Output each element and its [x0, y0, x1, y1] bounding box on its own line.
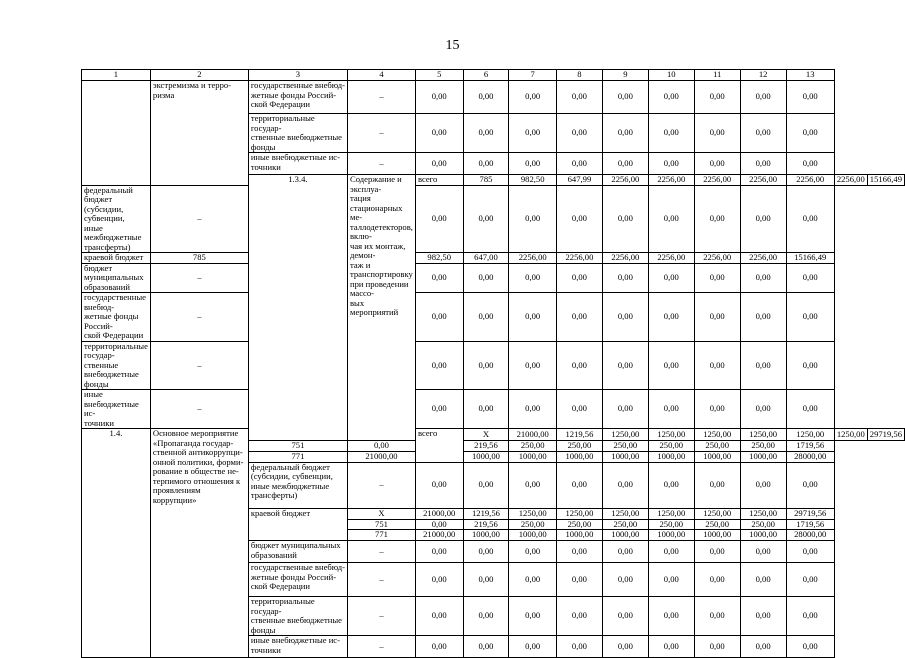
value-cell: 0,00	[415, 293, 463, 342]
value-cell: 250,00	[602, 441, 648, 452]
value-cell: 0,00	[602, 185, 648, 253]
value-cell: 15166,49	[786, 253, 834, 264]
column-header-4: 4	[348, 70, 416, 81]
value-cell: 0,00	[509, 390, 557, 429]
value-cell: 0,00	[786, 462, 834, 508]
code-cell: –	[150, 293, 248, 342]
value-cell: 0,00	[602, 263, 648, 293]
code-cell: –	[348, 541, 416, 563]
value-cell: 0,00	[463, 563, 509, 597]
table-row	[82, 390, 905, 429]
code-cell: 751	[348, 519, 416, 530]
value-cell: 0,00	[786, 263, 834, 293]
value-cell: 0,00	[602, 390, 648, 429]
value-cell: 982,50	[415, 253, 463, 264]
value-cell: 0,00	[740, 263, 786, 293]
value-cell: 0,00	[648, 81, 694, 114]
funding-source-cell: бюджет муниципальных образований	[248, 541, 347, 563]
measure-name-cell: Основное мероприятие «Пропаганда государ- ственной антикоррупци- онной политики, форми- рование в обществе не- терпимого отношения к проявлениям коррупции»	[150, 429, 248, 658]
value-cell: 0,00	[509, 114, 557, 153]
value-cell: 1000,00	[648, 530, 694, 541]
value-cell: 1000,00	[694, 530, 740, 541]
value-cell: 250,00	[648, 519, 694, 530]
value-cell: 0,00	[786, 390, 834, 429]
value-cell: 0,00	[415, 341, 463, 390]
value-cell: 0,00	[509, 153, 557, 175]
value-cell: 250,00	[648, 441, 694, 452]
value-cell: 0,00	[786, 541, 834, 563]
code-cell: 751	[248, 441, 347, 452]
value-cell: 0,00	[602, 597, 648, 636]
value-cell: 0,00	[602, 81, 648, 114]
code-cell: –	[150, 341, 248, 390]
column-header-3: 3	[248, 70, 347, 81]
value-cell: 1250,00	[648, 429, 694, 441]
value-cell: 0,00	[556, 341, 602, 390]
value-cell: 0,00	[602, 114, 648, 153]
value-cell: 982,50	[509, 175, 557, 186]
code-cell: –	[348, 81, 416, 114]
value-cell: 0,00	[556, 597, 602, 636]
value-cell: 1000,00	[694, 451, 740, 462]
value-cell: 1250,00	[694, 508, 740, 519]
value-cell: 28000,00	[786, 451, 834, 462]
code-cell: X	[348, 508, 416, 519]
value-cell: 0,00	[786, 153, 834, 175]
column-header-6: 6	[463, 70, 509, 81]
budget-table	[81, 69, 905, 658]
column-header-5: 5	[415, 70, 463, 81]
column-header-8: 8	[556, 70, 602, 81]
value-cell: 2256,00	[694, 253, 740, 264]
value-cell: 0,00	[463, 636, 509, 658]
value-cell: 2256,00	[602, 253, 648, 264]
value-cell: 0,00	[740, 114, 786, 153]
value-cell: 2256,00	[834, 175, 867, 186]
value-cell: 1219,56	[556, 429, 602, 441]
value-cell: 0,00	[509, 185, 557, 253]
value-cell: 0,00	[602, 462, 648, 508]
value-cell: 0,00	[648, 185, 694, 253]
value-cell: 2256,00	[509, 253, 557, 264]
value-cell: 1000,00	[556, 451, 602, 462]
funding-source-cell: иные внебюджетные ис- точники	[248, 636, 347, 658]
value-cell: 0,00	[694, 114, 740, 153]
value-cell: 0,00	[463, 263, 509, 293]
value-cell: 0,00	[602, 563, 648, 597]
value-cell: 28000,00	[786, 530, 834, 541]
value-cell: 250,00	[694, 519, 740, 530]
funding-source-cell: федеральный бюджет (субсидии, субвенции, иные межбюджетные трансферты)	[248, 462, 347, 508]
value-cell: 0,00	[648, 636, 694, 658]
value-cell: 0,00	[556, 81, 602, 114]
value-cell: 0,00	[694, 81, 740, 114]
value-cell: 1250,00	[740, 508, 786, 519]
header-row	[82, 70, 905, 81]
value-cell: 0,00	[648, 341, 694, 390]
table-row	[82, 253, 905, 264]
value-cell: 250,00	[694, 441, 740, 452]
value-cell: 0,00	[786, 81, 834, 114]
value-cell: 1000,00	[509, 530, 557, 541]
value-cell: 219,56	[463, 519, 509, 530]
value-cell: 0,00	[740, 563, 786, 597]
value-cell: 0,00	[602, 541, 648, 563]
value-cell: 0,00	[648, 597, 694, 636]
value-cell: 1250,00	[740, 429, 786, 441]
value-cell: 0,00	[463, 153, 509, 175]
value-cell: 0,00	[694, 153, 740, 175]
code-cell: –	[150, 185, 248, 253]
funding-source-cell: иные внебюджетные ис- точники	[82, 390, 151, 429]
value-cell: 0,00	[509, 563, 557, 597]
value-cell: 0,00	[602, 153, 648, 175]
value-cell: 1000,00	[509, 451, 557, 462]
code-cell: 771	[248, 451, 347, 462]
code-cell: –	[150, 263, 248, 293]
value-cell: 1000,00	[740, 530, 786, 541]
value-cell: 2256,00	[740, 253, 786, 264]
table-row	[82, 81, 905, 114]
value-cell: 0,00	[740, 293, 786, 342]
funding-source-cell: всего	[415, 429, 463, 463]
value-cell: 1250,00	[556, 508, 602, 519]
value-cell: 29719,56	[786, 508, 834, 519]
column-header-10: 10	[648, 70, 694, 81]
value-cell: 0,00	[463, 462, 509, 508]
value-cell: 0,00	[509, 341, 557, 390]
funding-source-cell: государственные внебюд- жетные фонды Россий- ской Федерации	[248, 563, 347, 597]
funding-source-cell: территориальные государ- ственные внебюджетные фонды	[248, 114, 347, 153]
value-cell: 0,00	[740, 153, 786, 175]
value-cell: 1719,56	[786, 519, 834, 530]
code-cell: –	[348, 462, 416, 508]
value-cell: 15166,49	[867, 175, 904, 186]
value-cell: 0,00	[556, 636, 602, 658]
value-cell: 250,00	[509, 441, 557, 452]
value-cell: 0,00	[694, 597, 740, 636]
value-cell: 0,00	[694, 293, 740, 342]
value-cell: 219,56	[463, 441, 509, 452]
value-cell: 0,00	[415, 597, 463, 636]
value-cell: 0,00	[415, 114, 463, 153]
value-cell: 0,00	[694, 185, 740, 253]
funding-source-cell: иные внебюджетные ис- точники	[248, 153, 347, 175]
value-cell: 0,00	[556, 114, 602, 153]
funding-source-cell: территориальные государ- ственные внебюджетные фонды	[82, 341, 151, 390]
funding-source-cell: государственные внебюд- жетные фонды Россий- ской Федерации	[82, 293, 151, 342]
value-cell: 29719,56	[867, 429, 904, 441]
column-header-9: 9	[602, 70, 648, 81]
table-body	[82, 70, 905, 658]
value-cell: 1719,56	[786, 441, 834, 452]
value-cell: 0,00	[415, 263, 463, 293]
value-cell: 0,00	[740, 390, 786, 429]
value-cell: 0,00	[509, 462, 557, 508]
item-number-cell: 1.3.4.	[248, 175, 347, 441]
column-header-1: 1	[82, 70, 151, 81]
value-cell: 0,00	[556, 263, 602, 293]
value-cell: 0,00	[648, 563, 694, 597]
value-cell: 0,00	[556, 153, 602, 175]
column-header-11: 11	[694, 70, 740, 81]
column-header-13: 13	[786, 70, 834, 81]
value-cell: 1250,00	[602, 508, 648, 519]
code-cell: –	[348, 636, 416, 658]
value-cell: 250,00	[509, 519, 557, 530]
code-cell: 771	[348, 530, 416, 541]
value-cell: 0,00	[556, 390, 602, 429]
code-cell: X	[463, 429, 509, 441]
value-cell: 0,00	[694, 341, 740, 390]
value-cell: 0,00	[694, 462, 740, 508]
item-number-cell	[82, 81, 151, 186]
value-cell: 2256,00	[602, 175, 648, 186]
value-cell: 1219,56	[463, 508, 509, 519]
value-cell: 0,00	[740, 185, 786, 253]
value-cell: 0,00	[786, 185, 834, 253]
value-cell: 250,00	[740, 519, 786, 530]
value-cell: 0,00	[786, 597, 834, 636]
value-cell: 0,00	[694, 390, 740, 429]
value-cell: 250,00	[556, 441, 602, 452]
value-cell: 0,00	[463, 185, 509, 253]
value-cell: 0,00	[556, 293, 602, 342]
table-row	[82, 293, 905, 342]
measure-name-cell: Содержание и эксплуа- тация стационарных ме- таллодетекторов, вклю- чая их монтаж, демон- таж и транспортировку при проведении массо- вых мероприятий	[348, 175, 416, 441]
funding-source-cell: федеральный бюджет (субсидии, субвенции, иные межбюджетные трансферты)	[82, 185, 151, 253]
value-cell: 0,00	[509, 293, 557, 342]
value-cell: 0,00	[509, 81, 557, 114]
value-cell: 1000,00	[602, 451, 648, 462]
value-cell: 2256,00	[648, 253, 694, 264]
value-cell: 0,00	[509, 597, 557, 636]
value-cell: 250,00	[556, 519, 602, 530]
code-cell: –	[150, 390, 248, 429]
code-cell: –	[348, 114, 416, 153]
table-row	[82, 185, 905, 253]
value-cell: 0,00	[694, 263, 740, 293]
value-cell: 250,00	[740, 441, 786, 452]
column-header-2: 2	[150, 70, 248, 81]
code-cell: –	[348, 153, 416, 175]
table-row	[82, 429, 905, 441]
value-cell: 0,00	[694, 541, 740, 563]
value-cell: 0,00	[602, 293, 648, 342]
value-cell: 1250,00	[602, 429, 648, 441]
item-number-cell: 1.4.	[82, 429, 151, 658]
value-cell: 0,00	[415, 153, 463, 175]
value-cell: 0,00	[556, 541, 602, 563]
value-cell: 21000,00	[415, 508, 463, 519]
code-cell: –	[348, 597, 416, 636]
value-cell: 0,00	[463, 341, 509, 390]
value-cell: 0,00	[648, 390, 694, 429]
value-cell: 1250,00	[648, 508, 694, 519]
value-cell: 0,00	[648, 263, 694, 293]
value-cell: 0,00	[740, 597, 786, 636]
code-cell: –	[348, 563, 416, 597]
value-cell: 0,00	[602, 636, 648, 658]
value-cell: 0,00	[463, 541, 509, 563]
value-cell: 0,00	[509, 541, 557, 563]
value-cell: 2256,00	[648, 175, 694, 186]
value-cell: 647,99	[556, 175, 602, 186]
column-header-12: 12	[740, 70, 786, 81]
code-cell: 785	[463, 175, 509, 186]
value-cell: 21000,00	[509, 429, 557, 441]
value-cell: 0,00	[740, 636, 786, 658]
funding-source-cell: краевой бюджет	[82, 253, 151, 264]
value-cell: 0,00	[648, 114, 694, 153]
value-cell: 0,00	[786, 636, 834, 658]
value-cell: 0,00	[415, 185, 463, 253]
table-row	[82, 341, 905, 390]
value-cell: 0,00	[694, 636, 740, 658]
funding-source-cell: территориальные государ- ственные внебюджетные фонды	[248, 597, 347, 636]
value-cell: 0,00	[463, 293, 509, 342]
value-cell: 0,00	[463, 597, 509, 636]
value-cell: 2256,00	[740, 175, 786, 186]
value-cell: 21000,00	[348, 451, 416, 462]
value-cell: 0,00	[348, 441, 416, 452]
value-cell: 0,00	[602, 341, 648, 390]
value-cell: 0,00	[648, 153, 694, 175]
value-cell: 0,00	[556, 185, 602, 253]
value-cell: 0,00	[740, 341, 786, 390]
value-cell: 21000,00	[415, 530, 463, 541]
value-cell: 0,00	[415, 462, 463, 508]
value-cell: 0,00	[509, 263, 557, 293]
column-header-7: 7	[509, 70, 557, 81]
funding-source-cell: бюджет муниципальных образований	[82, 263, 151, 293]
value-cell: 1000,00	[463, 451, 509, 462]
value-cell: 0,00	[415, 636, 463, 658]
value-cell: 0,00	[740, 462, 786, 508]
value-cell: 0,00	[463, 81, 509, 114]
value-cell: 0,00	[415, 390, 463, 429]
value-cell: 0,00	[463, 114, 509, 153]
value-cell: 1000,00	[740, 451, 786, 462]
code-cell: 785	[150, 253, 248, 264]
value-cell: 1250,00	[694, 429, 740, 441]
value-cell: 2256,00	[556, 253, 602, 264]
value-cell: 0,00	[415, 519, 463, 530]
value-cell: 0,00	[648, 462, 694, 508]
value-cell: 1250,00	[834, 429, 867, 441]
value-cell: 0,00	[694, 563, 740, 597]
value-cell: 250,00	[602, 519, 648, 530]
funding-source-cell: государственные внебюд- жетные фонды Россий- ской Федерации	[248, 81, 347, 114]
table-row	[82, 263, 905, 293]
value-cell: 0,00	[509, 636, 557, 658]
value-cell: 1000,00	[463, 530, 509, 541]
value-cell: 0,00	[786, 114, 834, 153]
funding-source-cell: всего	[415, 175, 463, 186]
value-cell: 0,00	[740, 541, 786, 563]
value-cell: 0,00	[786, 563, 834, 597]
funding-source-cell: краевой бюджет	[248, 508, 347, 541]
value-cell: 647,00	[463, 253, 509, 264]
value-cell: 0,00	[415, 563, 463, 597]
value-cell: 2256,00	[786, 175, 834, 186]
value-cell: 0,00	[740, 81, 786, 114]
value-cell: 1000,00	[556, 530, 602, 541]
value-cell: 1000,00	[648, 451, 694, 462]
value-cell: 0,00	[786, 341, 834, 390]
value-cell: 1250,00	[786, 429, 834, 441]
value-cell: 0,00	[648, 541, 694, 563]
value-cell: 0,00	[415, 81, 463, 114]
value-cell: 1250,00	[509, 508, 557, 519]
value-cell: 0,00	[648, 293, 694, 342]
page-number: 15	[445, 38, 460, 53]
value-cell: 0,00	[415, 541, 463, 563]
value-cell: 0,00	[463, 390, 509, 429]
value-cell: 1000,00	[602, 530, 648, 541]
value-cell: 0,00	[556, 462, 602, 508]
value-cell: 2256,00	[694, 175, 740, 186]
value-cell: 0,00	[786, 293, 834, 342]
value-cell: 0,00	[556, 563, 602, 597]
measure-name-cell: экстремизма и терро- ризма	[150, 81, 248, 186]
